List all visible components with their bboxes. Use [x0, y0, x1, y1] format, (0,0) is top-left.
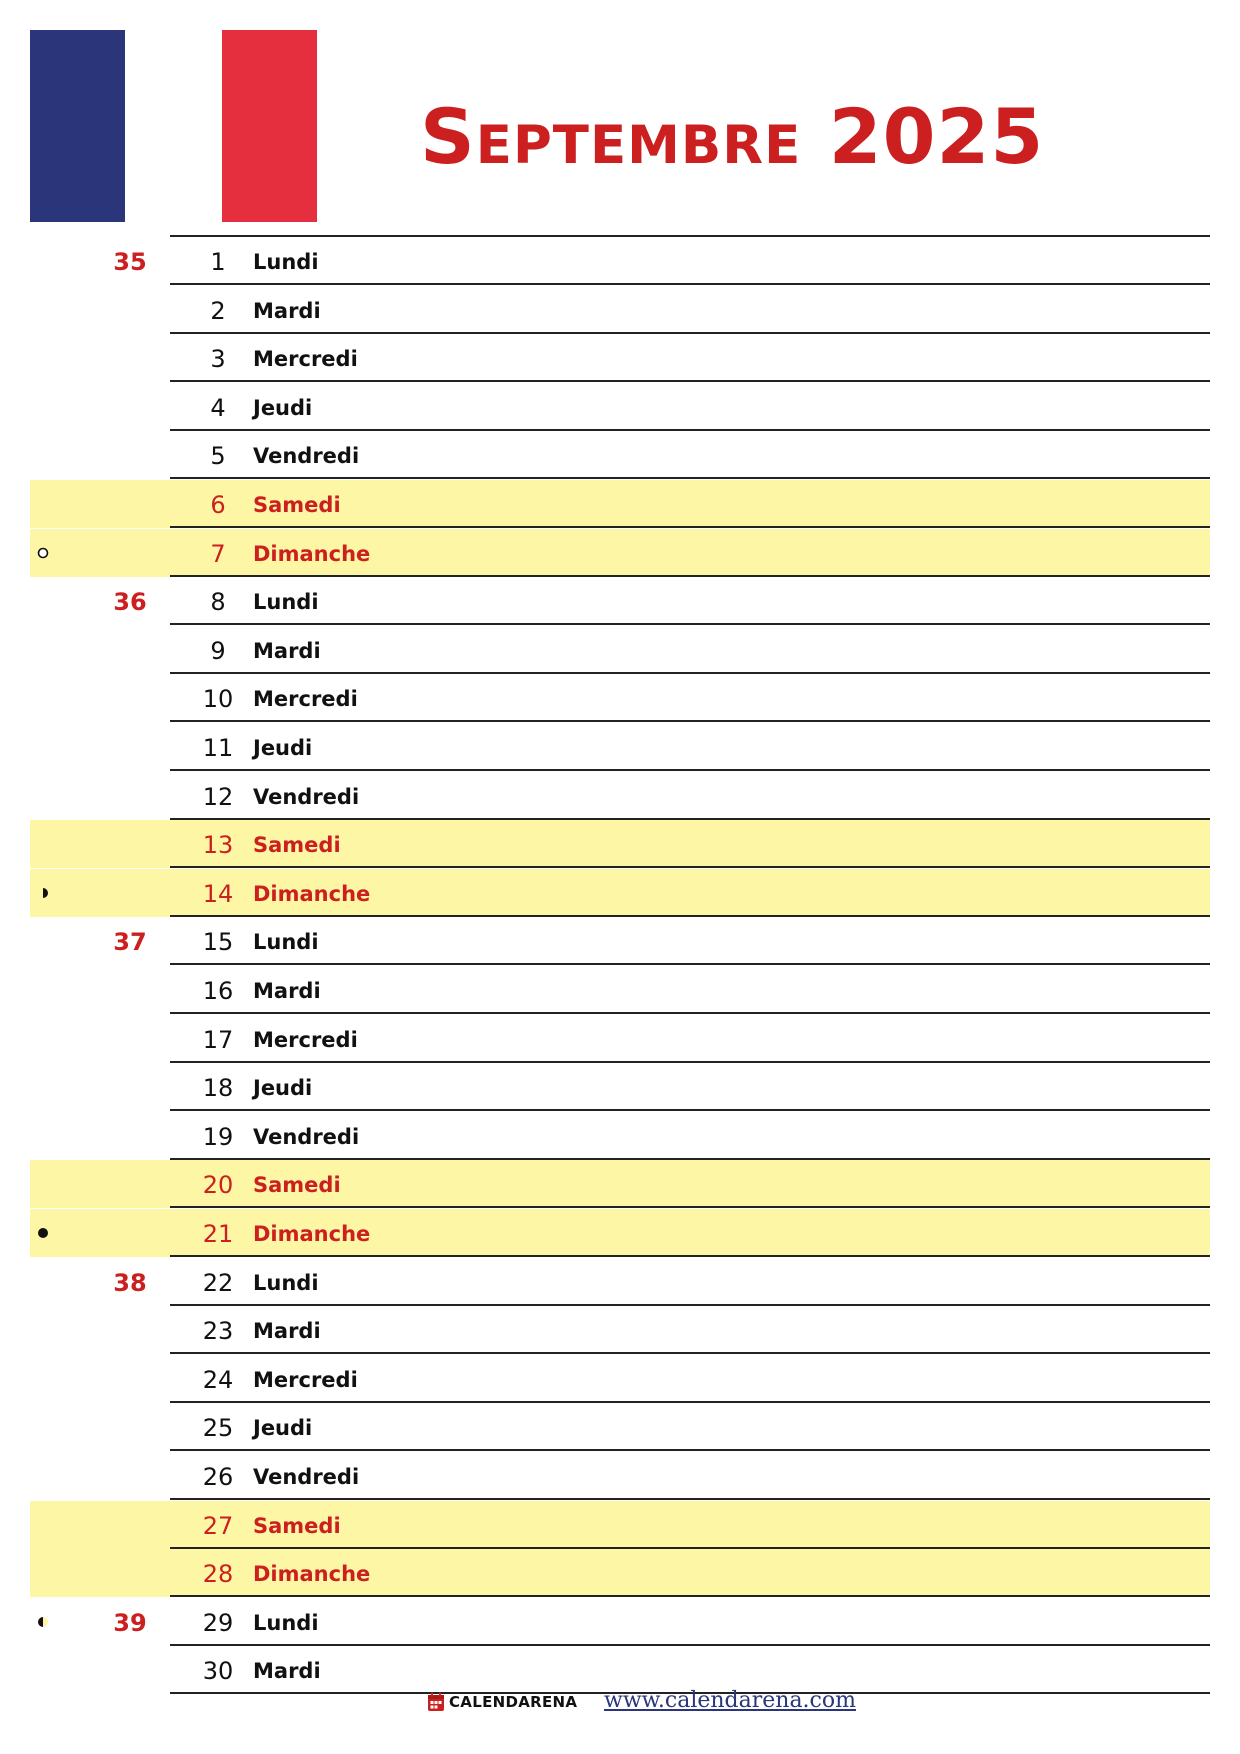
day-number: 8	[210, 588, 226, 617]
day-name: Vendredi	[253, 1465, 360, 1489]
day-number: 13	[202, 831, 234, 860]
week-number: 35	[113, 248, 147, 276]
day-row	[30, 674, 1210, 722]
day-number: 22	[202, 1268, 234, 1297]
day-row	[30, 1501, 1210, 1549]
day-row	[30, 917, 1210, 965]
day-name: Mardi	[253, 1659, 321, 1684]
day-number: 5	[210, 442, 226, 471]
day-number: 24	[202, 1365, 234, 1394]
day-number: 7	[210, 539, 226, 568]
day-row	[30, 966, 1210, 1014]
day-row	[30, 286, 1210, 334]
day-number: 15	[202, 928, 234, 957]
day-number: 12	[202, 782, 234, 811]
day-name: Jeudi	[253, 1416, 313, 1441]
day-number: 28	[202, 1560, 234, 1589]
day-name: Lundi	[253, 930, 319, 955]
day-row	[30, 1063, 1210, 1111]
footer-link[interactable]: www.calendarena.com	[604, 1688, 856, 1713]
day-name: Mercredi	[253, 687, 358, 712]
day-row	[30, 1258, 1210, 1306]
day-row	[30, 1306, 1210, 1354]
week-number: 38	[113, 1268, 147, 1297]
day-number: 23	[202, 1317, 234, 1346]
day-row	[30, 431, 1210, 479]
week-number: 37	[113, 928, 147, 957]
day-name: Samedi	[253, 1173, 341, 1198]
day-row	[30, 1598, 1210, 1646]
day-row	[30, 237, 1210, 285]
day-name: Samedi	[253, 493, 341, 517]
day-row	[30, 820, 1210, 868]
day-name: Mercredi	[253, 347, 358, 372]
day-number: 21	[202, 1220, 234, 1248]
day-name: Jeudi	[253, 395, 313, 420]
day-row	[30, 723, 1210, 771]
day-name: Lundi	[253, 590, 319, 615]
day-row	[30, 772, 1210, 820]
day-name: Mardi	[253, 1319, 321, 1344]
day-row	[30, 1549, 1210, 1597]
day-name: Jeudi	[253, 736, 313, 760]
footer-logo	[427, 1690, 577, 1714]
day-number: 19	[202, 1122, 234, 1151]
day-row	[30, 869, 1210, 917]
day-name: Mardi	[253, 979, 321, 1003]
full-moon-icon	[37, 547, 49, 559]
day-row	[30, 334, 1210, 382]
day-name: Mardi	[253, 638, 321, 663]
day-name: Vendredi	[253, 784, 360, 809]
day-name: Mardi	[253, 298, 321, 323]
first-quarter-moon-icon	[37, 1616, 49, 1628]
day-row	[30, 1209, 1210, 1257]
day-name: Dimanche	[253, 1562, 371, 1587]
day-number: 16	[202, 977, 234, 1005]
day-number: 26	[202, 1463, 234, 1491]
day-name: Lundi	[253, 250, 319, 274]
day-row	[30, 1112, 1210, 1160]
day-number: 9	[210, 636, 226, 665]
flag-blue-stripe	[30, 30, 125, 222]
footer-brand: CALENDARENA	[449, 1693, 578, 1711]
day-number: 27	[202, 1511, 234, 1540]
day-number: 20	[202, 1171, 234, 1200]
day-row	[30, 383, 1210, 431]
day-row	[30, 1355, 1210, 1403]
day-number: 25	[202, 1414, 234, 1443]
day-row	[30, 1403, 1210, 1451]
day-row	[30, 1160, 1210, 1208]
day-name: Lundi	[253, 1270, 319, 1295]
day-number: 18	[202, 1074, 234, 1103]
day-row	[30, 529, 1210, 577]
day-number: 11	[202, 734, 234, 762]
day-name: Vendredi	[253, 1124, 360, 1149]
day-number: 29	[202, 1608, 234, 1637]
new-moon-icon	[37, 1227, 49, 1239]
week-number: 39	[113, 1608, 147, 1637]
day-row	[30, 1015, 1210, 1063]
day-number: 4	[210, 393, 226, 422]
last-quarter-moon-icon	[37, 887, 49, 899]
day-number: 2	[210, 296, 226, 325]
day-name: Jeudi	[253, 1076, 313, 1101]
day-name: Dimanche	[253, 881, 371, 906]
day-name: Mercredi	[253, 1367, 358, 1392]
day-number: 3	[210, 345, 226, 374]
day-row	[30, 480, 1210, 528]
day-number: 17	[202, 1025, 234, 1054]
day-name: Samedi	[253, 833, 341, 858]
week-number: 36	[113, 588, 147, 617]
day-name: Vendredi	[253, 444, 360, 469]
day-number: 1	[210, 248, 226, 276]
day-row	[30, 1452, 1210, 1500]
day-name: Lundi	[253, 1610, 319, 1635]
flag-red-stripe	[222, 30, 317, 222]
day-number: 14	[202, 879, 234, 908]
day-row	[30, 577, 1210, 625]
calendar-icon	[427, 1692, 445, 1712]
day-number: 10	[202, 685, 234, 714]
day-name: Dimanche	[253, 541, 371, 566]
day-row	[30, 626, 1210, 674]
day-name: Samedi	[253, 1513, 341, 1538]
day-number: 30	[202, 1657, 234, 1686]
page-title: Septembre 2025	[420, 92, 1045, 181]
day-number: 6	[210, 491, 226, 519]
day-name: Dimanche	[253, 1222, 371, 1246]
day-name: Mercredi	[253, 1027, 358, 1052]
